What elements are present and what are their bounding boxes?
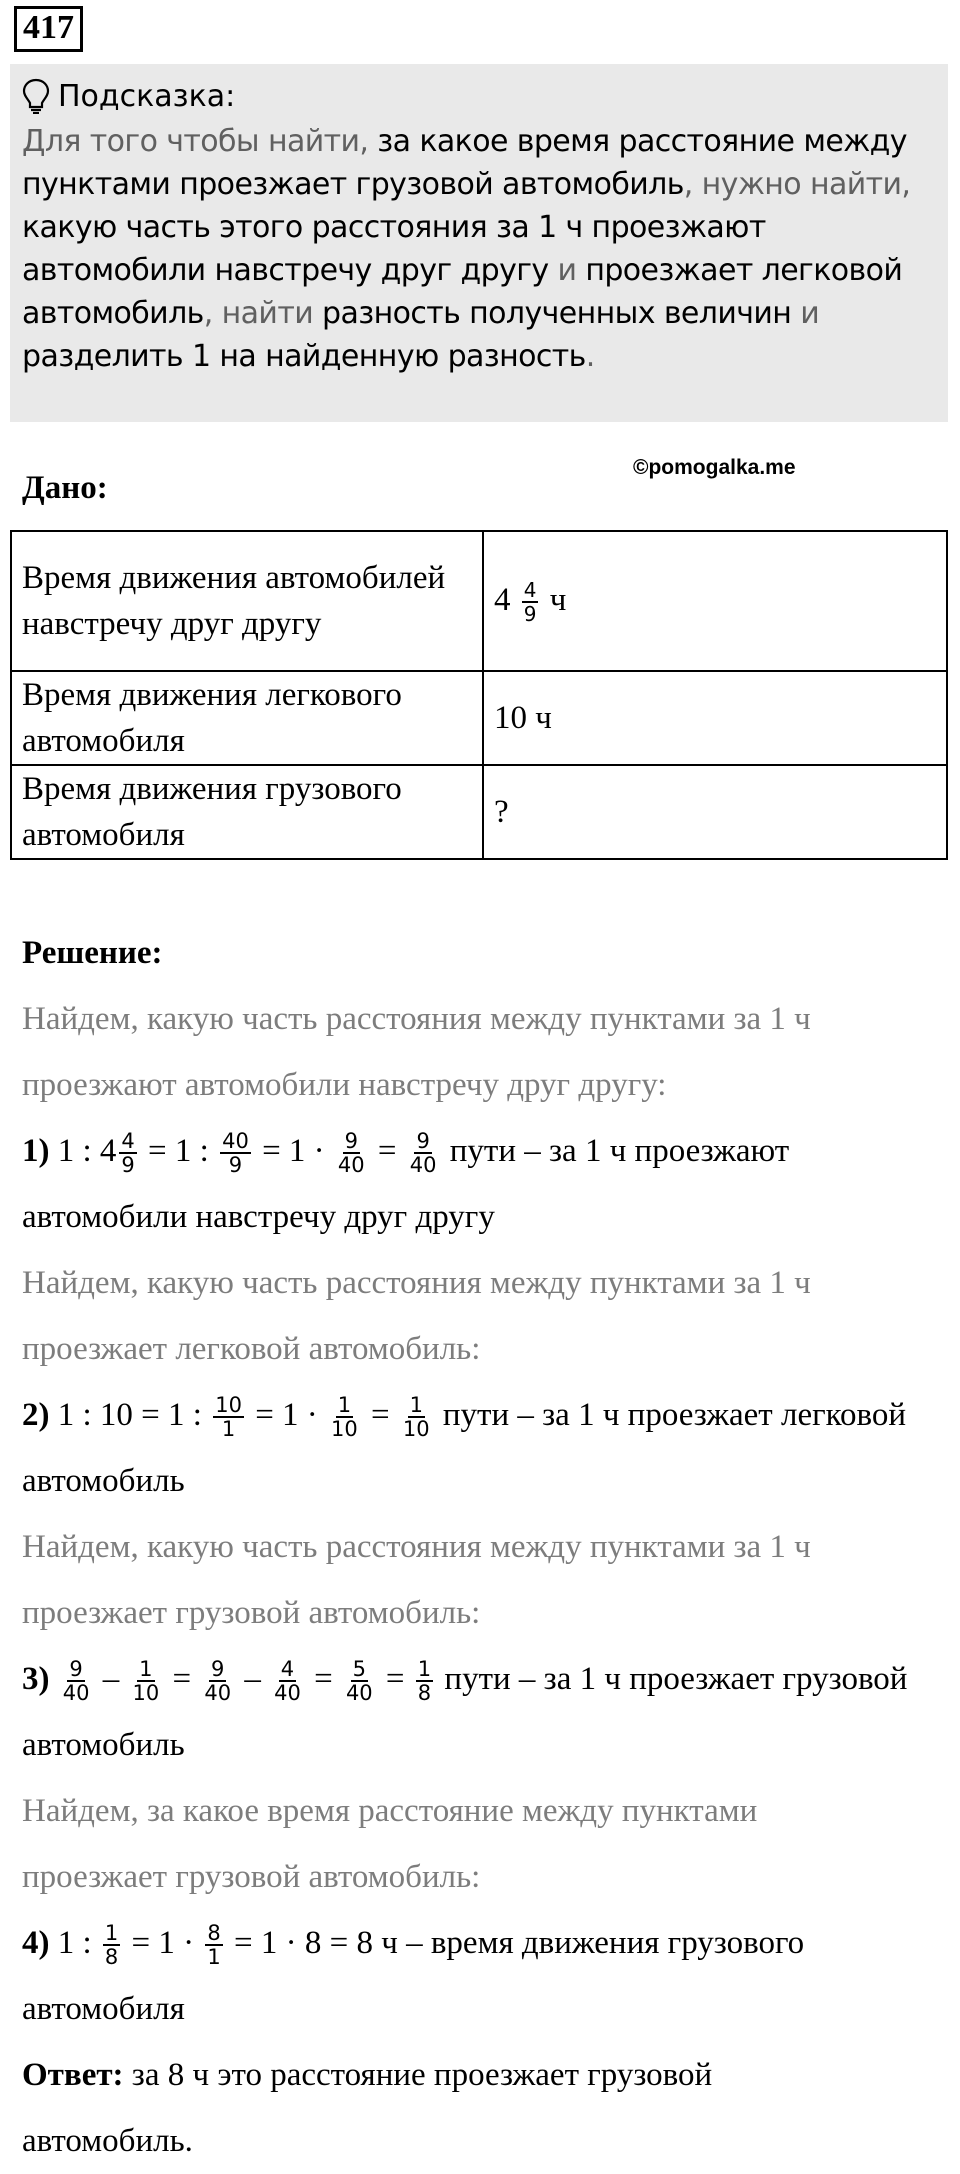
task-number: 417: [14, 6, 83, 52]
step-intro: проезжает грузовой автомобиль:: [22, 1859, 481, 1895]
hint-part: проезжает легковой автомобиль: [22, 253, 903, 331]
step-number: 1): [22, 1133, 50, 1169]
table-row: [11, 765, 947, 859]
answer: [22, 2042, 952, 2108]
fraction: $\frac{9}{40}$: [337, 1129, 365, 1178]
hint-text: [22, 120, 936, 378]
row-label: Время движения легкового автомобиля: [11, 671, 483, 765]
step-tail: пути – за 1 ч проезжает легковой: [442, 1397, 907, 1433]
step-1-formula: 1) 1 : 4 $\frac{4}{9}$ = 1 : $\frac{40}{9}$ = 1 · $\frac{9}{40}$ = $\frac{9}{40}$ пути – за 1 ч проезжают: [22, 1129, 790, 1178]
fraction: $\frac{9}{40}$: [204, 1657, 232, 1706]
watermark: ©pomogalka.me: [633, 456, 796, 479]
hint-part: .: [585, 339, 595, 374]
hint-header: [22, 74, 936, 118]
fraction: $\frac{8}{1}$: [207, 1921, 221, 1970]
given-label: Дано:: [22, 470, 108, 506]
numerator: 4: [523, 578, 537, 603]
step-4-formula: 4) 1 : $\frac{1}{8}$ = 1 · $\frac{8}{1}$ = 1 · 8 = 8 ч – время движения грузового: [22, 1921, 805, 1970]
solution-title: Решение:: [22, 935, 163, 971]
hint-part: и: [791, 296, 820, 331]
fraction: $\frac{1}{10}$: [402, 1393, 430, 1442]
hint-part: , нужно найти,: [683, 167, 911, 202]
step-tail: автомобиль: [22, 1463, 185, 1499]
denominator: 9: [523, 602, 537, 627]
hint-part: какую часть этого расстояния за 1 ч проезжают автомобили навстречу друг другу: [22, 210, 766, 288]
row-value: 10 ч: [483, 671, 947, 765]
table-row: [11, 531, 947, 671]
row-label: Время движения автомобилей навстречу друг другу: [11, 531, 483, 671]
hint-part: разность полученных величин: [322, 296, 792, 331]
fraction: $\frac{1}{10}$: [132, 1657, 160, 1706]
fraction: $\frac{5}{40}$: [345, 1657, 373, 1706]
fraction: $\frac{9}{40}$: [409, 1129, 437, 1178]
step-tail: пути – за 1 ч проезжают: [449, 1133, 790, 1169]
lightbulb-icon: [22, 78, 50, 114]
hint-part: Для того чтобы найти,: [22, 124, 378, 159]
fraction: $\frac{9}{40}$: [62, 1657, 90, 1706]
step-tail: пути – за 1 ч проезжает грузовой: [444, 1661, 908, 1697]
step-tail: автомобиля: [22, 1991, 185, 2027]
row-label: Время движения грузового автомобиля: [11, 765, 483, 859]
step-number: 3): [22, 1661, 50, 1697]
step-intro: проезжает легковой автомобиль:: [22, 1331, 481, 1367]
step-intro: Найдем, какую часть расстояния между пунктами за 1 ч: [22, 1529, 811, 1565]
step-number: 2): [22, 1397, 50, 1433]
step-intro: Найдем, за какое время расстояние между пунктами: [22, 1793, 758, 1829]
answer-text: за 8 ч это расстояние проезжает грузовой: [123, 2057, 713, 2093]
fraction: $\frac{40}{9}$: [222, 1129, 249, 1178]
hint-part: разделить 1 на найденную разность: [22, 339, 586, 374]
step-intro: проезжает грузовой автомобиль:: [22, 1595, 481, 1631]
answer-text: автомобиль.: [22, 2123, 193, 2159]
step-intro: Найдем, какую часть расстояния между пунктами за 1 ч: [22, 1001, 811, 1037]
step-3-formula: 3) $\frac{9}{40}$ – $\frac{1}{10}$ = $\frac{9}{40}$ – $\frac{4}{40}$ = $\frac{5}{40}$ = $\frac{1}{8}$ пути – за 1 ч проезжает грузовой: [22, 1657, 908, 1706]
step-tail: автомобиль: [22, 1727, 185, 1763]
fraction: $\frac{1}{8}$: [104, 1921, 119, 1970]
fraction: [522, 579, 539, 625]
hint-part: , найти: [203, 296, 323, 331]
step-2-formula: 2) 1 : 10 = 1 : $\frac{10}{1}$ = 1 · $\frac{1}{10}$ = $\frac{1}{10}$ пути – за 1 ч проезжает легковой: [22, 1393, 907, 1442]
row-value: ?: [483, 765, 947, 859]
solution: [22, 920, 952, 2174]
fraction: $\frac{1}{8}$: [417, 1657, 432, 1706]
step-number: 4): [22, 1925, 50, 1961]
row-value: [483, 531, 947, 671]
answer-label: Ответ:: [22, 2057, 124, 2093]
fraction: $\frac{1}{10}$: [331, 1393, 358, 1442]
fraction: $\frac{4}{40}$: [274, 1657, 301, 1706]
table-row: [11, 671, 947, 765]
step-tail: автомобили навстречу друг другу: [22, 1199, 495, 1235]
hint-title: Подсказка:: [58, 78, 236, 114]
value-whole: 4: [494, 581, 511, 618]
hint-part: и: [548, 253, 586, 288]
step-intro: проезжают автомобили навстречу друг другу:: [22, 1067, 667, 1103]
step-intro: Найдем, какую часть расстояния между пунктами за 1 ч: [22, 1265, 811, 1301]
hint-box: [10, 64, 948, 422]
fraction: $\frac{4}{9}$: [121, 1129, 135, 1178]
step-tail: = 1 · 8 = 8 ч – время движения грузового: [234, 1925, 805, 1961]
hint-part: за какое время расстояние между пунктами проезжает грузовой автомобиль: [22, 124, 907, 202]
given-table: [10, 530, 948, 860]
fraction: $\frac{10}{1}$: [215, 1393, 242, 1442]
value-unit: ч: [549, 581, 567, 618]
